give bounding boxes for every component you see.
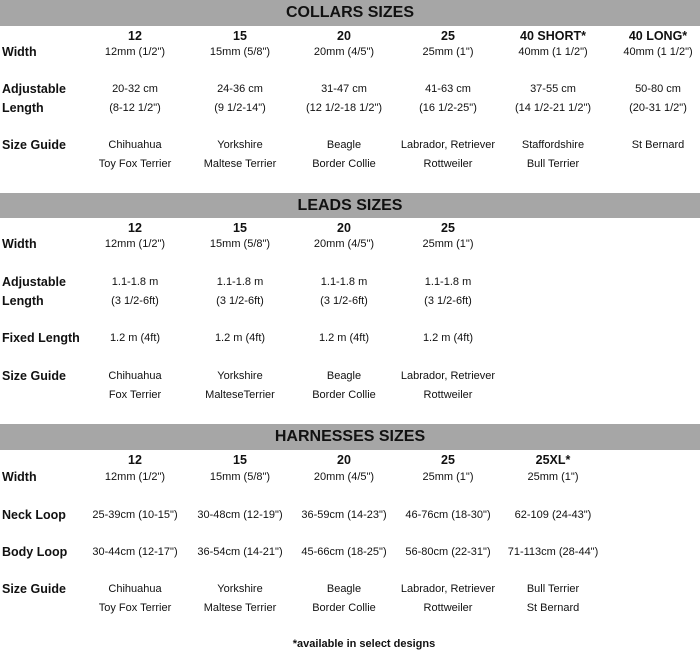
size-guide-cell: Bull Terrier <box>526 158 580 170</box>
size-guide-cell: Labrador, Retriever <box>400 139 496 151</box>
size-guide-cell: Bull Terrier <box>526 583 580 595</box>
row-label-size-guide: Size Guide <box>2 582 66 596</box>
adjustable-ft-cell: (3 1/2-6ft) <box>216 295 264 307</box>
neck-loop-cell: 36-59cm (14-23") <box>301 509 387 521</box>
size-guide-cell: Rottweiler <box>423 389 473 401</box>
adjustable-m-cell: 1.1-1.8 m <box>111 276 159 288</box>
column-header: 15 <box>233 221 247 235</box>
row-label-width: Width <box>2 45 37 59</box>
body-loop-cell: 45-66cm (18-25") <box>301 546 387 558</box>
size-guide-cell: Labrador, Retriever <box>400 370 496 382</box>
width-cell: 20mm (4/5") <box>313 46 375 58</box>
body-loop-cell: 36-54cm (14-21") <box>197 546 283 558</box>
adjustable-cm-cell: 41-63 cm <box>425 83 471 95</box>
adjustable-cm-cell: 37-55 cm <box>530 83 576 95</box>
row-label-body-loop: Body Loop <box>2 545 68 559</box>
size-guide-cell: Chihuahua <box>108 583 162 595</box>
width-cell: 25mm (1") <box>422 46 474 58</box>
size-guide-cell: Toy Fox Terrier <box>98 158 172 170</box>
width-cell: 12mm (1/2") <box>104 238 166 250</box>
leads-banner-title: LEADS SIZES <box>297 197 403 214</box>
adjustable-m-cell: 1.1-1.8 m <box>216 276 264 288</box>
column-header: 25 <box>441 29 455 43</box>
column-header: 25 <box>441 453 455 467</box>
fixed-length-cell: 1.2 m (4ft) <box>422 332 474 344</box>
width-cell: 25mm (1") <box>422 471 474 483</box>
fixed-length-cell: 1.2 m (4ft) <box>214 332 266 344</box>
width-cell: 15mm (5/8") <box>209 46 271 58</box>
size-guide-cell: Rottweiler <box>423 602 473 614</box>
width-cell: 15mm (5/8") <box>209 238 271 250</box>
adjustable-cm-cell: 24-36 cm <box>217 83 263 95</box>
body-loop-cell: 56-80cm (22-31") <box>405 546 491 558</box>
column-header: 12 <box>128 221 142 235</box>
width-cell: 40mm (1 1/2") <box>623 46 693 58</box>
adjustable-ft-cell: (3 1/2-6ft) <box>424 295 472 307</box>
adjustable-in-cell: (12 1/2-18 1/2") <box>305 102 383 114</box>
size-guide-cell: Border Collie <box>312 389 376 401</box>
column-header: 20 <box>337 29 351 43</box>
size-guide-cell: Beagle <box>326 583 362 595</box>
column-header: 15 <box>233 453 247 467</box>
body-loop-cell: 30-44cm (12-17") <box>92 546 178 558</box>
column-header: 15 <box>233 29 247 43</box>
size-guide-cell: Rottweiler <box>423 158 473 170</box>
size-guide-cell: MalteseTerrier <box>205 389 275 401</box>
harnesses-banner <box>0 424 700 450</box>
size-guide-cell: Labrador, Retriever <box>400 583 496 595</box>
column-header: 12 <box>128 29 142 43</box>
column-header: 40 LONG* <box>628 29 688 43</box>
adjustable-cm-cell: 20-32 cm <box>112 83 158 95</box>
adjustable-in-cell: (16 1/2-25") <box>419 102 477 114</box>
width-cell: 12mm (1/2") <box>104 471 166 483</box>
neck-loop-cell: 46-76cm (18-30") <box>405 509 491 521</box>
harnesses-banner-title: HARNESSES SIZES <box>274 428 426 445</box>
column-header: 40 SHORT* <box>520 29 586 43</box>
adjustable-m-cell: 1.1-1.8 m <box>320 276 368 288</box>
width-cell: 25mm (1") <box>422 238 474 250</box>
row-label-length: Length <box>2 294 44 308</box>
row-label-neck-loop: Neck Loop <box>2 508 66 522</box>
size-guide-cell: St Bernard <box>526 602 580 614</box>
size-guide-cell: St Bernard <box>631 139 685 151</box>
size-guide-cell: Fox Terrier <box>108 389 162 401</box>
size-guide-cell: Maltese Terrier <box>203 158 277 170</box>
fixed-length-cell: 1.2 m (4ft) <box>109 332 161 344</box>
column-header: 20 <box>337 221 351 235</box>
size-guide-cell: Beagle <box>326 139 362 151</box>
row-label-adjustable: Adjustable <box>2 82 66 96</box>
width-cell: 12mm (1/2") <box>104 46 166 58</box>
fixed-length-cell: 1.2 m (4ft) <box>318 332 370 344</box>
width-cell: 25mm (1") <box>527 471 579 483</box>
column-header: 25 <box>441 221 455 235</box>
column-header: 25XL* <box>535 453 571 467</box>
width-cell: 15mm (5/8") <box>209 471 271 483</box>
neck-loop-cell: 30-48cm (12-19") <box>197 509 283 521</box>
width-cell: 20mm (4/5") <box>313 471 375 483</box>
size-guide-cell: Yorkshire <box>217 583 263 595</box>
width-cell: 20mm (4/5") <box>313 238 375 250</box>
body-loop-cell: 71-113cm (28-44") <box>507 546 599 558</box>
size-guide-cell: Maltese Terrier <box>203 602 277 614</box>
row-label-length: Length <box>2 101 44 115</box>
size-guide-cell: Yorkshire <box>217 139 263 151</box>
row-label-width: Width <box>2 237 37 251</box>
adjustable-in-cell: (9 1/2-14") <box>214 102 266 114</box>
row-label-adjustable: Adjustable <box>2 275 66 289</box>
footnote: *available in select designs <box>292 638 436 650</box>
row-label-width: Width <box>2 470 37 484</box>
column-header: 20 <box>337 453 351 467</box>
column-header: 12 <box>128 453 142 467</box>
adjustable-m-cell: 1.1-1.8 m <box>424 276 472 288</box>
size-guide-cell: Yorkshire <box>217 370 263 382</box>
leads-banner <box>0 193 700 218</box>
size-guide-cell: Chihuahua <box>108 139 162 151</box>
size-guide-cell: Toy Fox Terrier <box>98 602 172 614</box>
size-guide-cell: Beagle <box>326 370 362 382</box>
adjustable-in-cell: (20-31 1/2") <box>629 102 687 114</box>
width-cell: 40mm (1 1/2") <box>518 46 588 58</box>
size-guide-cell: Border Collie <box>312 158 376 170</box>
collars-banner <box>0 0 700 26</box>
adjustable-ft-cell: (3 1/2-6ft) <box>320 295 368 307</box>
neck-loop-cell: 25-39cm (10-15") <box>92 509 178 521</box>
adjustable-cm-cell: 31-47 cm <box>321 83 367 95</box>
adjustable-in-cell: (8-12 1/2") <box>109 102 161 114</box>
adjustable-in-cell: (14 1/2-21 1/2") <box>514 102 592 114</box>
size-guide-cell: Chihuahua <box>108 370 162 382</box>
row-label-size-guide: Size Guide <box>2 138 66 152</box>
adjustable-cm-cell: 50-80 cm <box>635 83 681 95</box>
neck-loop-cell: 62-109 (24-43") <box>514 509 592 521</box>
collars-banner-title: COLLARS SIZES <box>285 4 414 21</box>
row-label-size-guide: Size Guide <box>2 369 66 383</box>
size-guide-cell: Staffordshire <box>521 139 585 151</box>
row-label-fixed-length: Fixed Length <box>2 331 80 345</box>
adjustable-ft-cell: (3 1/2-6ft) <box>111 295 159 307</box>
size-guide-cell: Border Collie <box>312 602 376 614</box>
